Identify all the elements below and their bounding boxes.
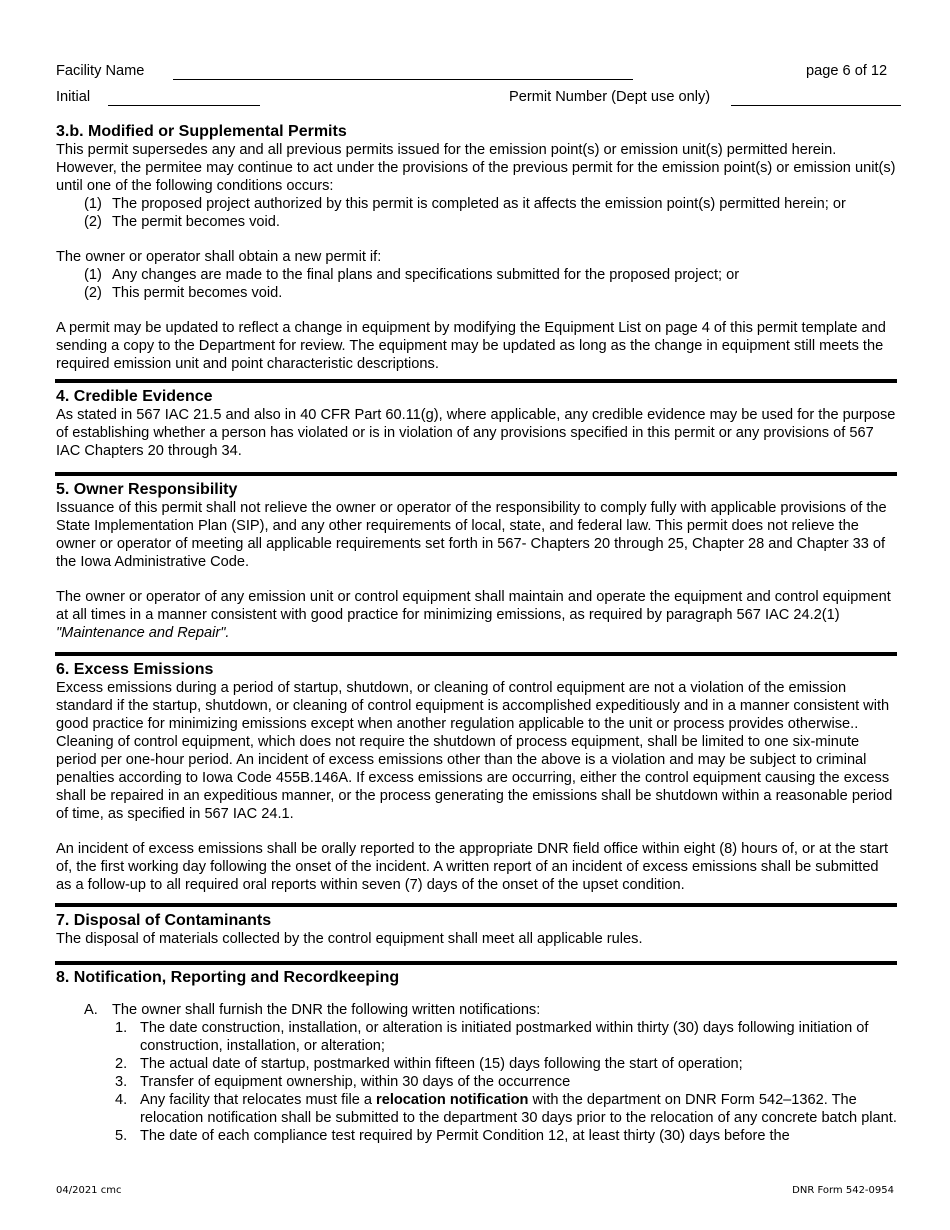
list-item: 3. Transfer of equipment ownership, within 30 days of the occurrence bbox=[115, 1074, 571, 1090]
section-4 bbox=[56, 387, 898, 460]
list-item: (1) Any changes are made to the final plans and specifications submitted for the proposed project; or bbox=[84, 267, 740, 283]
facility-name-field[interactable] bbox=[173, 79, 633, 80]
section-4-paragraph: As stated in 567 IAC 21.5 and also in 40 CFR Part 60.11(g), where applicable, any credible evidence may be used for the purpose of establishing whether a person has violated or is in violation of any provisions specified in this permit or any provisions of 567 IAC Chapters 20 through 34. bbox=[56, 407, 896, 459]
facility-name-label: Facility Name bbox=[56, 63, 145, 79]
footer-revision: 04/2021 cmc bbox=[56, 1185, 122, 1196]
section-5-heading: 5. Owner Responsibility bbox=[56, 481, 238, 498]
section-7 bbox=[56, 911, 898, 948]
list-item: 4. Any facility that relocates must file a relocation notification with the department on DNR Form 542–1362. The relocation notification shall be submitted to the department 30 days prior to the relocation of any concrete batch plant. bbox=[115, 1092, 897, 1126]
section-5 bbox=[56, 480, 898, 642]
section-4-heading: 4. Credible Evidence bbox=[56, 388, 213, 405]
section-8 bbox=[56, 968, 898, 1145]
equipment-update-paragraph: A permit may be updated to reflect a change in equipment by modifying the Equipment List on page 4 of this permit template and sending a copy to the Department for review. The equipment may be updated as long as the change in equipment still meets the required emission unit and point characteristic descriptions. bbox=[56, 320, 886, 372]
section-3b-conditions bbox=[56, 195, 898, 231]
list-item: A. The owner shall furnish the DNR the following written notifications: bbox=[84, 1002, 541, 1018]
list-item: (2) The permit becomes void. bbox=[84, 214, 280, 230]
section-6-paragraph-1: Excess emissions during a period of startup, shutdown, or cleaning of control equipment are not a violation of the emission standard if the startup, shutdown, or cleaning of control equipment is accomplished expeditiously and in a manner consistent with good practice for minimizing emissions except when another regulation applicable to the unit or process provides otherwise.. Cleaning of control equipment, which does not require the shutdown of process equipment, shall be limited to one six-minute period per one-hour period. An incident of excess emissions other than the above is a violation and may be subject to criminal penalties according to Iowa Code 455B.146A. If excess emissions are occurring, either the control equipment causing the excess shall be repaired in an expeditious manner, or the process generating the emissions shall be shutdown within a reasonable period of time, as specified in 567 IAC 24.1. bbox=[56, 680, 893, 822]
section-divider bbox=[55, 472, 897, 476]
section-3b bbox=[56, 122, 898, 373]
new-permit-items bbox=[56, 266, 898, 302]
list-item: 2. The actual date of startup, postmarked within fifteen (15) days following the start of operation; bbox=[115, 1056, 743, 1072]
maintenance-repair-ref: "Maintenance and Repair". bbox=[56, 625, 230, 641]
section-6 bbox=[56, 660, 898, 894]
permit-number-label: Permit Number (Dept use only) bbox=[509, 89, 711, 105]
section-3b-heading: 3.b. Modified or Supplemental Permits bbox=[56, 123, 347, 140]
section-6-heading: 6. Excess Emissions bbox=[56, 661, 214, 678]
section-7-heading: 7. Disposal of Contaminants bbox=[56, 912, 272, 929]
list-item: (2) This permit becomes void. bbox=[84, 285, 283, 301]
section-8-heading: 8. Notification, Reporting and Recordkeeping bbox=[56, 969, 400, 986]
new-permit-intro: The owner or operator shall obtain a new permit if: bbox=[56, 249, 382, 265]
initial-label: Initial bbox=[56, 89, 91, 105]
section-divider bbox=[55, 903, 897, 907]
footer-form-number: DNR Form 542-0954 bbox=[792, 1185, 894, 1196]
section-5-paragraph-1: Issuance of this permit shall not relieve the owner or operator of the responsibility to comply fully with applicable provisions of the State Implementation Plan (SIP), and any other requirements of local, state, and federal law. This permit does not relieve the owner or operator of meeting all applicable requirements set forth in 567- Chapters 20 through 25, Chapter 28 and Chapter 33 of the Iowa Administrative Code. bbox=[56, 500, 887, 570]
notification-items bbox=[56, 1019, 898, 1145]
section-7-paragraph: The disposal of materials collected by the control equipment shall meet all applicable rules. bbox=[56, 931, 643, 947]
list-item: 1. The date construction, installation, or alteration is initiated postmarked within thirty (30) days following initiation of construction, installation, or alteration; bbox=[115, 1020, 869, 1054]
relocation-notification-term: relocation notification bbox=[376, 1092, 529, 1108]
section-8-list-a bbox=[56, 1001, 898, 1019]
list-item: (1) The proposed project authorized by this permit is completed as it affects the emission point(s) permitted herein; or bbox=[84, 196, 846, 212]
section-5-paragraph-2: The owner or operator of any emission unit or control equipment shall maintain and operate the equipment and control equipment at all times in a manner consistent with good practice for minimizing emissions, as required by paragraph 567 IAC 24.2(1) "Maintenance and Repair". bbox=[56, 589, 891, 641]
section-6-paragraph-2: An incident of excess emissions shall be orally reported to the appropriate DNR field office within eight (8) hours of, or at the start of, the first working day following the onset of the incident. A written report of an incident of excess emissions shall be submitted as a follow-up to all required oral reports within seven (7) days of the onset of the upset condition. bbox=[56, 841, 888, 893]
initial-field[interactable] bbox=[108, 105, 260, 106]
page-number: page 6 of 12 bbox=[806, 63, 888, 79]
permit-number-field[interactable] bbox=[731, 105, 901, 106]
section-divider bbox=[55, 961, 897, 965]
section-divider bbox=[55, 652, 897, 656]
section-divider bbox=[55, 379, 897, 383]
list-item: 5. The date of each compliance test required by Permit Condition 12, at least thirty (30) days before the bbox=[115, 1128, 790, 1144]
section-3b-intro: This permit supersedes any and all previous permits issued for the emission point(s) or emission unit(s) permitted herein. However, the permitee may continue to act under the provisions of the previous permit for the emission point(s) or emission unit(s) until one of the following conditions occurs: bbox=[56, 142, 896, 194]
